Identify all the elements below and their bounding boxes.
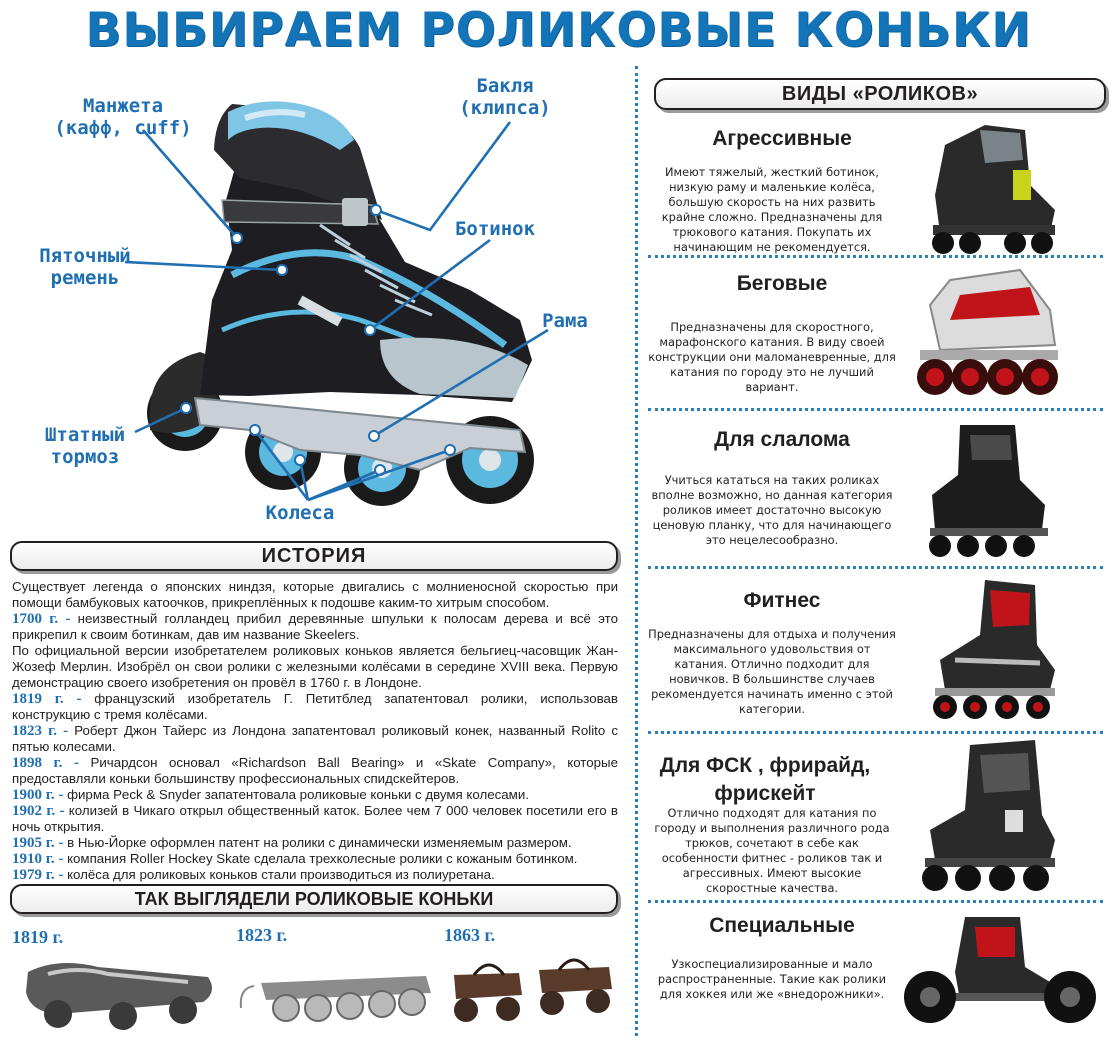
types-heading: ВИДЫ «РОЛИКОВ»: [654, 78, 1106, 110]
aggressive-skate-icon: [925, 115, 1060, 255]
type-title-speed: Беговые: [736, 272, 828, 295]
label-wheels: Колеса: [265, 502, 335, 524]
type-desc-speed: Предназначены для скоростного, марафонского катания. В виду своей конструкции они маломаневренные, для катания по городу это не лучший вариант.: [648, 320, 896, 394]
year-1819: 1819 г.: [12, 927, 64, 947]
label-boot: Ботинок: [454, 218, 536, 240]
history-entry: 1979 г. - колёса для роликовых коньков стали производиться из полиуретана.: [12, 867, 495, 883]
year-1863: 1863 г.: [444, 925, 496, 945]
label-brake: Штатный тормоз: [44, 424, 126, 468]
history-text: [12, 579, 618, 883]
looked-heading: ТАК ВЫГЛЯДЕЛИ РОЛИКОВЫЕ КОНЬКИ: [10, 884, 618, 914]
type-title-fitness: Фитнес: [743, 589, 821, 612]
history-entry: 1905 г. - в Нью-Йорке оформлен патент на ролики с динамически изменяемым размером.: [12, 835, 572, 851]
divider-1: [648, 255, 1103, 258]
history-entry: 1819 г. - французский изобретатель Г. Петитблед запатентовал ролики, использовав конструкцию с тремя колёсами.: [12, 691, 618, 722]
label-buckle: Бакля (клипса): [459, 75, 551, 119]
speed-skate-icon: [910, 265, 1060, 403]
history-entry: 1700 г. - неизвестный голландец прибил деревянные шпульки к полосам дерева и всё это прикрепил к своим ботинкам, дав им название Skeelers.: [12, 611, 618, 642]
history-entry: По официальной версии изобретателем роликовых коньков является бельгиец-часовщик Жан-Жозеф Мерлин. Изобрёл он свои ролики с железными колёсами в середине XVIII века. Первую демонстрацию своего изобретения он провёл в 1760 г. в Лондоне.: [12, 643, 618, 690]
type-title-slalom: Для слалома: [714, 428, 850, 451]
type-desc-slalom: Учиться кататься на таких роликах вполне возможно, но данная категория роликов имеет достаточно высокую ценовую планку, что для начинающего это нецелесообразно.: [651, 473, 893, 547]
history-heading: ИСТОРИЯ: [10, 541, 618, 571]
divider-2: [648, 408, 1103, 411]
history-entry: 1910 г. - компания Roller Hockey Skate сделала трехколесные ролики с кожаным ботинком.: [12, 851, 578, 867]
type-title-aggressive: Агрессивные: [712, 127, 852, 150]
vertical-divider: [635, 66, 638, 1036]
history-entry: 1902 г. - колизей в Чикаго открыл общественный каток. Более чем 7 000 человек посетили его в ночь открытия.: [12, 803, 618, 834]
offroad-skate-icon: [900, 912, 1100, 1027]
year-1823: 1823 г.: [236, 925, 288, 945]
divider-4: [648, 731, 1103, 734]
skate-1863-image: [444, 945, 624, 1037]
label-frame: Рама: [542, 310, 588, 332]
history-entry: 1823 г. - Роберт Джон Тайерс из Лондона запатентовал роликовый конек, названный Rolito с пятью колесами.: [12, 723, 618, 754]
divider-5: [648, 900, 1103, 903]
label-heel-strap: Пяточный ремень: [39, 245, 131, 289]
slalom-skate-icon: [920, 420, 1055, 560]
skate-1823-image: [236, 958, 436, 1033]
divider-3: [648, 566, 1103, 569]
history-entry: 1898 г. - Ричардсон основал «Richardson Ball Bearing» и «Skate Company», которые предоставляли коньки большинству профессиональных спидскейтеров.: [12, 755, 618, 786]
label-cuff: Манжета (кафф, cuff): [54, 95, 192, 139]
freeskate-skate-icon: [910, 735, 1060, 895]
history-entry: 1900 г. - фирма Peck & Snyder запатентовала роликовые коньки с двумя колесами.: [12, 787, 529, 803]
type-desc-aggressive: Имеют тяжелый, жесткий ботинок, низкую раму и маленькие колёса, большую скорость на них развить крайне сложно. Предназначены для трюкового катания. Покупать их начинающим не рекомендуется.: [661, 165, 883, 254]
type-desc-special: Узкоспециализированные и мало распространенные. Такие как ролики для хоккея или же «внедорожники».: [657, 957, 887, 1001]
history-entry: Существует легенда о японских ниндзя, которые двигались с молниеносной скоростью при помощи бамбуковых катоочков, прикреплённых к подошве каким-то хитрым способом.: [12, 579, 618, 610]
fitness-skate-icon: [925, 575, 1060, 725]
type-title-special: Специальные: [709, 914, 855, 937]
skate-1819-image: [18, 952, 223, 1037]
type-title-fsk: Для ФСК , фрирайд, фрискейт: [659, 754, 871, 805]
type-desc-fsk: Отлично подходят для катания по городу и выполнения различного рода трюков, сочетают в себе как особенности фитнес - роликов так и агрессивных. Имеют высокие скоростные качества.: [654, 806, 890, 895]
page-title: ВЫБИРАЕМ РОЛИКОВЫЕ КОНЬКИ: [85, 3, 1032, 58]
type-desc-fitness: Предназначены для отдыха и получения максимального удовольствия от катания. Отлично подходит для новичков. В большинстве случаев рекомендуется начинать именно с этой категории.: [648, 627, 896, 716]
